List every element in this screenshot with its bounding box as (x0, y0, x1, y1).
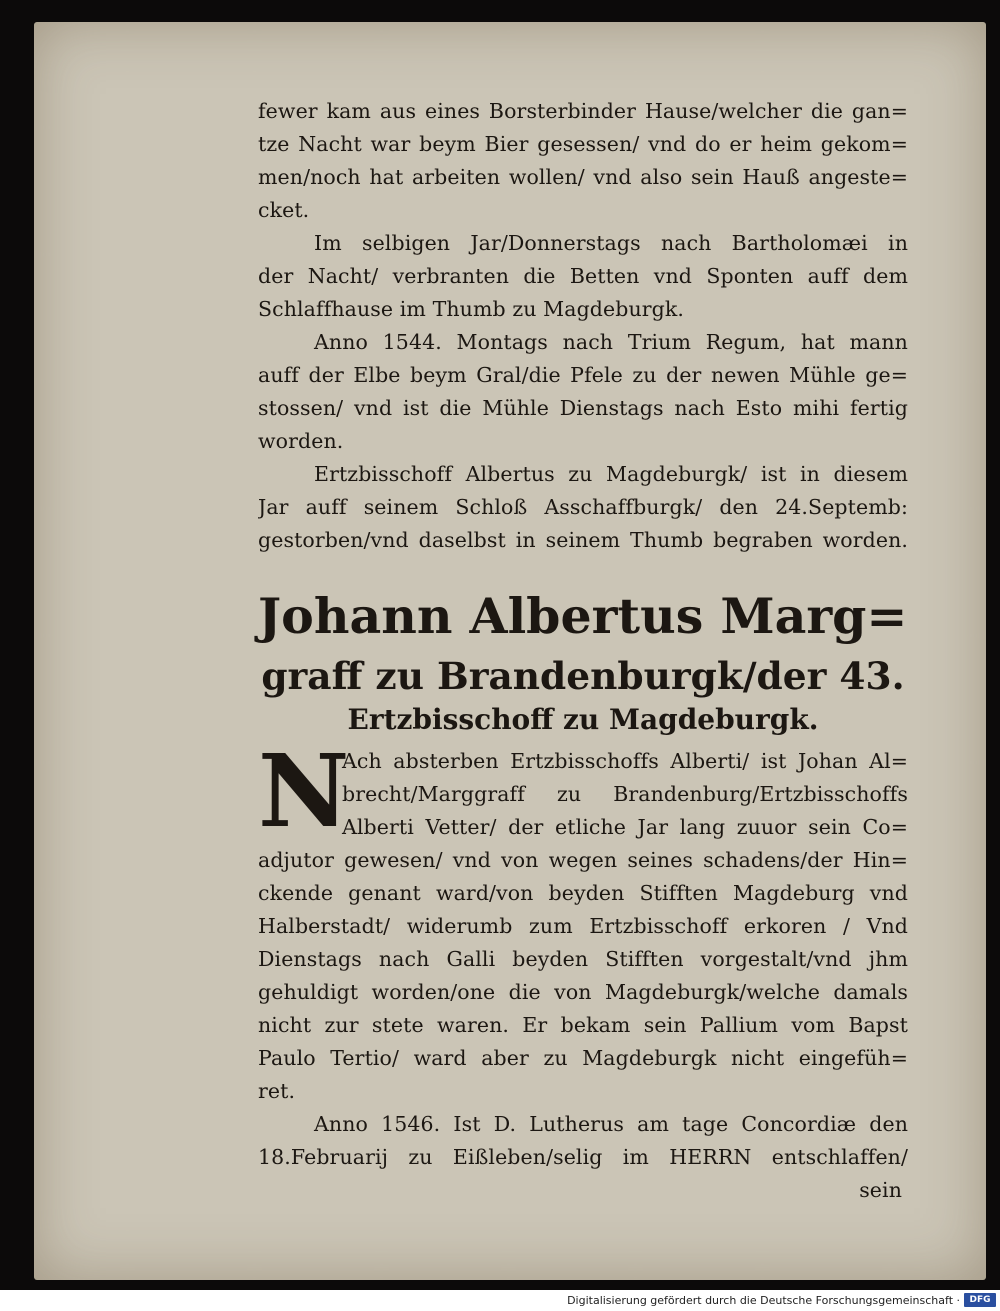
chapter-heading-line-1: Johann Albertus Marg= (258, 587, 908, 645)
text-line: Dienstags nach Galli beyden Stifften vorgestalt/vnd jhm (258, 947, 908, 971)
dfg-logo: DFG (964, 1293, 996, 1307)
text-line: Alberti Vetter/ der etliche Jar lang zuuor sein Co= (342, 815, 908, 839)
chapter-heading-line-2: graff zu Brandenburgk/der 43. (261, 654, 905, 698)
text-line: auff der Elbe beym Gral/die Pfele zu der newen Mühle ge= (258, 363, 908, 387)
text-line: gehuldigt worden/one die von Magdeburgk/welche damals (258, 980, 908, 1004)
text-line: Anno 1546. Ist D. Lutherus am tage Concordiæ den (314, 1112, 908, 1136)
text-line: Ach absterben Ertzbisschoffs Alberti/ ist Johan Al= (342, 749, 908, 773)
text-line: ckende genant ward/von beyden Stifften Magdeburg vnd (258, 881, 908, 905)
text-line: Paulo Tertio/ ward aber zu Magdeburgk nicht eingefüh= (258, 1046, 908, 1070)
text-line: Ertzbisschoff Albertus zu Magdeburgk/ ist in diesem (314, 462, 908, 486)
chapter-heading-line-3: Ertzbisschoff zu Magdeburgk. (347, 703, 819, 736)
text-line: ret. (258, 1079, 296, 1103)
text-line: stossen/ vnd ist die Mühle Dienstags nach Esto mihi fertig (258, 396, 908, 420)
funding-notice: Digitalisierung gefördert durch die Deutsche Forschungsgemeinschaft · (567, 1294, 960, 1307)
text-line: Schlaffhause im Thumb zu Magdeburgk. (258, 297, 685, 321)
text-line: Anno 1544. Montags nach Trium Regum, hat mann (314, 330, 908, 354)
initial-paragraph (258, 732, 908, 850)
text-line: der Nacht/ verbranten die Betten vnd Sponten auff dem (258, 264, 908, 288)
text-line: adjutor gewesen/ vnd von wegen seines schadens/der Hin= (258, 848, 908, 872)
text-line: Jar auff seinem Schloß Asschaffburgk/ den 24.Septemb: (258, 495, 908, 519)
text-line: brecht/Marggraff zu Brandenburg/Ertzbisschoffs (342, 782, 908, 806)
text-line: 18.Februarij zu Eißleben/selig im HERRN entschlaffen/ (258, 1145, 908, 1169)
text-line: Im selbigen Jar/Donnerstags nach Bartholomæi in (314, 231, 908, 255)
text-line: nicht zur stete waren. Er bekam sein Pallium vom Bapst (258, 1013, 908, 1037)
text-line: tze Nacht war beym Bier gesessen/ vnd do er heim gekom= (258, 132, 908, 156)
text-line: Halberstadt/ widerumb zum Ertzbisschoff erkoren / Vnd (258, 914, 908, 938)
text-line: men/noch hat arbeiten wollen/ vnd also sein Hauß angeste= (258, 165, 908, 189)
text-line: gestorben/vnd daselbst in seinem Thumb begraben worden. (258, 528, 908, 552)
text-block (258, 95, 908, 1207)
drop-cap-initial: N (258, 732, 350, 850)
footer-bar (0, 1290, 1000, 1311)
text-line: cket. (258, 198, 310, 222)
catchword: sein (859, 1178, 902, 1202)
text-line: worden. (258, 429, 344, 453)
text-line: fewer kam aus eines Borsterbinder Hause/welcher die gan= (258, 99, 908, 123)
